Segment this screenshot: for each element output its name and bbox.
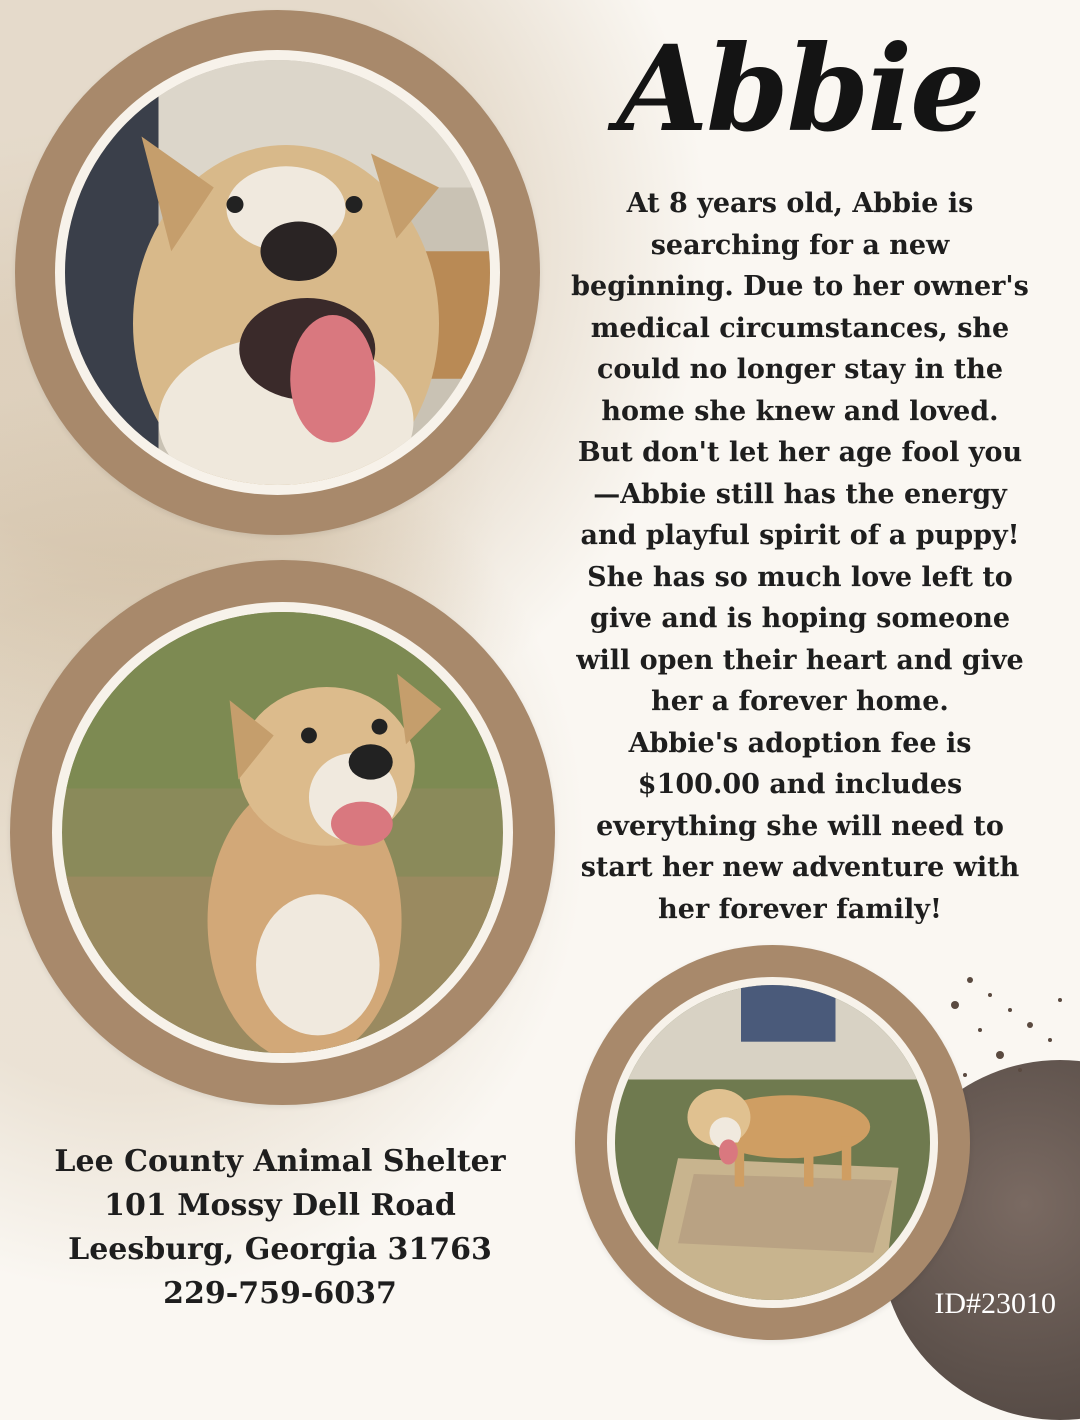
story-paragraph: Abbie's adoption fee is $100.00 and includes everything she will need to start her new adventure with her forever family!: [580, 727, 1020, 925]
story-paragraph: At 8 years old, Abbie is searching for a new beginning. Due to her owner's medical circumstances, she could no longer stay in the home she knew and loved.: [571, 188, 1029, 427]
photo-frame-top: [15, 10, 540, 535]
story-paragraph: But don't let her age fool you—Abbie still has the energy and playful spirit of a puppy! She has so much love left to give and is hoping someone will open their heart and give her a forever home.: [576, 437, 1024, 717]
dog-photo-on-board: [615, 985, 930, 1300]
pet-id: ID#23010: [934, 1287, 1056, 1320]
pet-story: [570, 183, 1030, 930]
pet-name: Abbie: [616, 19, 984, 158]
shelter-contact: [40, 1140, 520, 1316]
shelter-name: Lee County Animal Shelter: [54, 1144, 506, 1179]
photo-frame-middle: [10, 560, 555, 1105]
shelter-phone: 229-759-6037: [163, 1276, 397, 1311]
shelter-city: Leesburg, Georgia 31763: [68, 1232, 492, 1267]
dog-photo-standing: [62, 612, 503, 1053]
dog-photo-closeup: [65, 60, 490, 485]
shelter-street: 101 Mossy Dell Road: [104, 1188, 456, 1223]
photo-frame-bottom: [575, 945, 970, 1340]
